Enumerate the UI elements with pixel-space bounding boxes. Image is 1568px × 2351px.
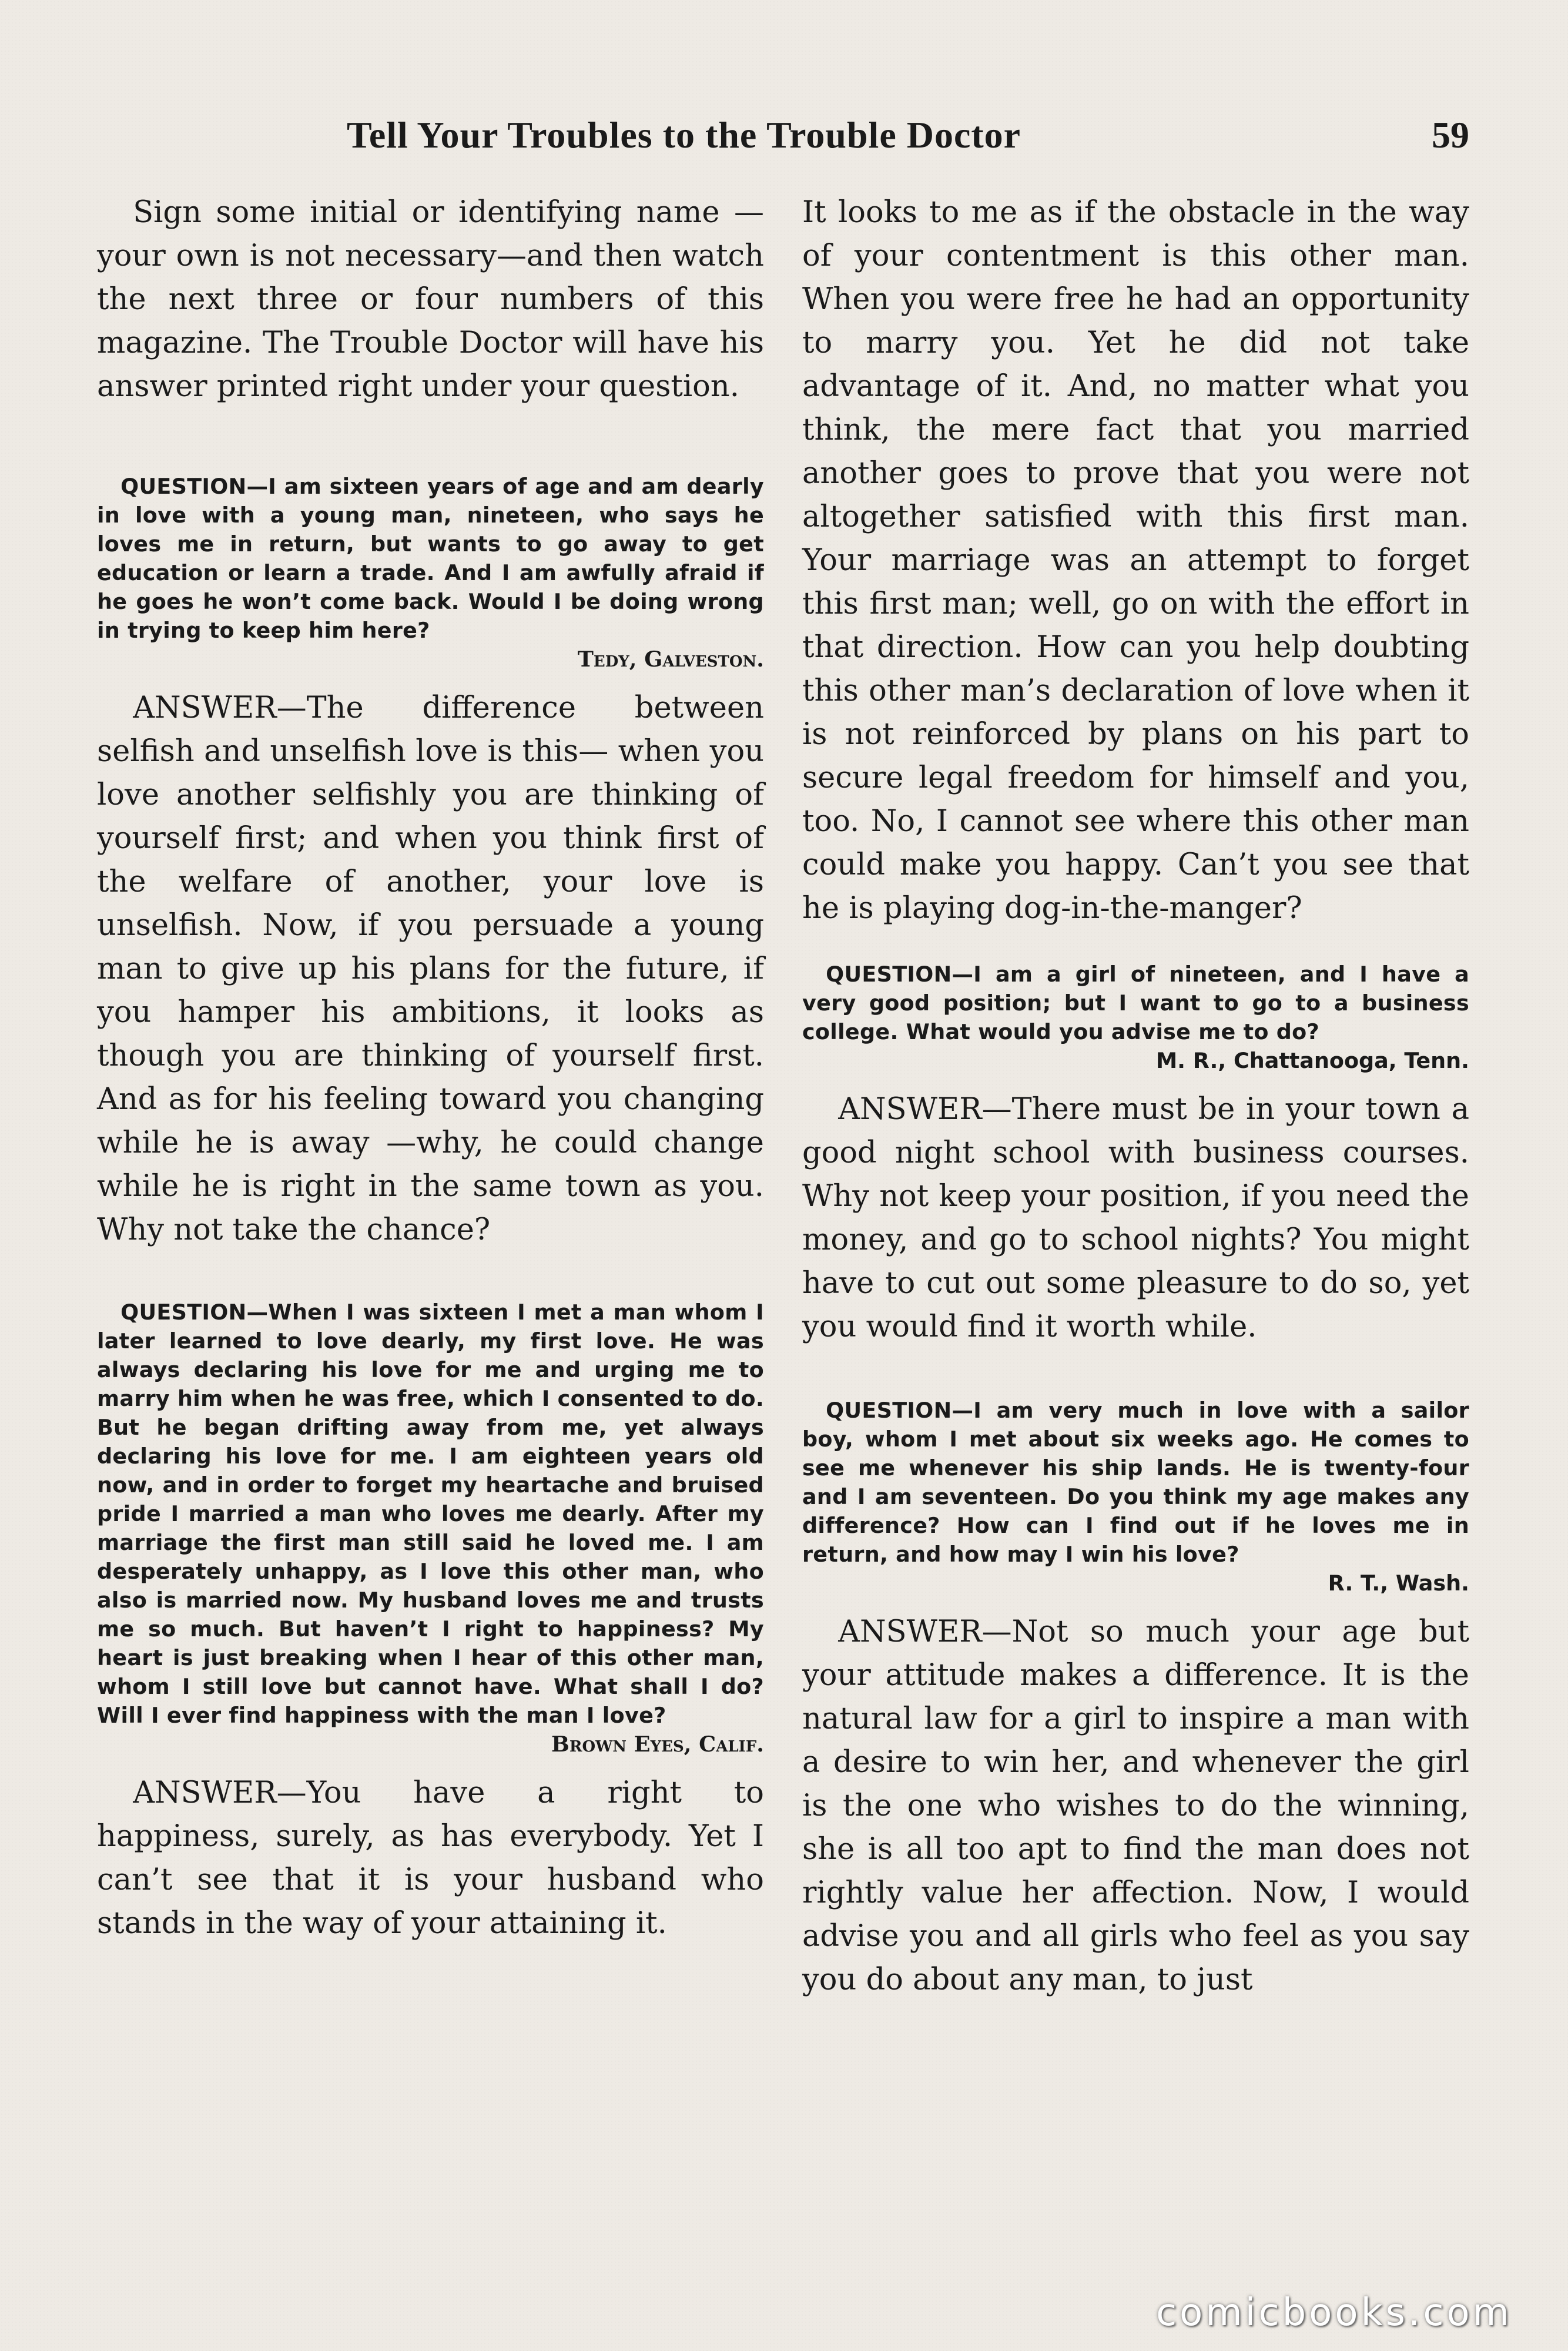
left-column: [97, 191, 764, 1945]
running-header: [0, 106, 1568, 165]
question-signature: Brown Eyes, Calif.: [551, 1732, 764, 1757]
right-column: [802, 191, 1469, 2002]
intro-paragraph: Sign some initial or identifying name —your own is not necessary—and then watch the next three or four numbers of this magazine. The Trouble Doctor will have his answer printed right under your question.: [97, 195, 764, 404]
question-block-4: [802, 1396, 1469, 1598]
question-text: QUESTION—When I was sixteen I met a man whom I later learned to love dearly, my first love. He was always declaring his love for me and urging me to marry him when he was free, which I consented to do. But he began drifting away from me, yet always declaring his love for me. I am eighteen years old now, and in order to forget my heartache and bruised pride I married a man who loves me dearly. After my marriage the first man still said he loved me. I am desperately unhappy, as I love this other man, who also is married now. My husband loves me and trusts me so much. But haven’t I right to happiness? My heart is just breaking when I hear of this other man, whom I still love but cannot have. What shall I do? Will I ever find happiness with the man I love?: [97, 1300, 764, 1728]
question-signature: Tedy, Galveston.: [577, 647, 764, 672]
question-signature: R. T., Wash.: [1328, 1570, 1469, 1596]
question-signature: M. R., Chattanooga, Tenn.: [1155, 1048, 1469, 1073]
question-text: QUESTION—I am very much in love with a sailor boy, whom I met about six weeks ago. He comes to see me whenever his ship lands. He is twenty-four and I am seventeen. Do you think my age makes any difference? How can I find out if he loves me in return, and how may I win his love?: [802, 1398, 1469, 1567]
question-text: QUESTION—I am a girl of nineteen, and I have a very good position; but I want to go to a business college. What would you advise me to do?: [802, 962, 1469, 1044]
question-block-3: [802, 960, 1469, 1075]
page-number: 59: [1432, 114, 1469, 156]
site-watermark: comicbooks.com: [1155, 2291, 1512, 2335]
question-block-2: [97, 1298, 764, 1759]
question-text: QUESTION—I am sixteen years of age and am dearly in love with a young man, nineteen, who says he loves me in return, but wants to go away to get education or learn a trade. And I am awfully afraid if he goes he won’t come back. Would I be doing wrong in trying to keep him here?: [97, 474, 764, 643]
answer-paragraph-1: ANSWER—The difference between selfish and unselfish love is this— when you love another selfishly you are thinking of yourself first; and when you think first of the welfare of another, your love is unselfish. Now, if you persuade a young man to give up his plans for the future, if you hamper his ambitions, it looks as though you are thinking of yourself first. And as for his feeling toward you changing while he is away —why, he could change while he is right in the same town as you. Why not take the chance?: [97, 691, 764, 1247]
answer-paragraph-4: ANSWER—Not so much your age but your attitude makes a difference. It is the natural law for a girl to inspire a man with a desire to win her, and whenever the girl is the one who wishes to do the winning, she is all too apt to find the man does not rightly value her affection. Now, I would advise you and all girls who feel as you say you do about any man, to just: [802, 1615, 1469, 1997]
question-block-1: [97, 472, 764, 674]
answer-paragraph-2: ANSWER—You have a right to happiness, surely, as has everybody. Yet I can’t see that it is your husband who stands in the way of your attaining it.: [97, 1776, 764, 1941]
answer-paragraph-3: ANSWER—There must be in your town a good night school with business courses. Why not keep your position, if you need the money, and go to school nights? You might have to cut out some pleasure to do so, yet you would find it worth while.: [802, 1092, 1469, 1344]
page-title: Tell Your Troubles to the Trouble Doctor: [347, 114, 1021, 156]
answer-continuation: It looks to me as if the obstacle in the way of your contentment is this other man. When you were free he had an opportunity to marry you. Yet he did not take advantage of it. And, no matter what you think, the mere fact that you married another goes to prove that you were not altogether satisfied with this first man. Your marriage was an attempt to forget this first man; well, go on with the effort in that direction. How can you help doubting this other man’s declaration of love when it is not reinforced by plans on his part to secure legal freedom for himself and you, too. No, I cannot see where this other man could make you happy. Can’t you see that he is playing dog-in-the-manger?: [802, 195, 1469, 926]
